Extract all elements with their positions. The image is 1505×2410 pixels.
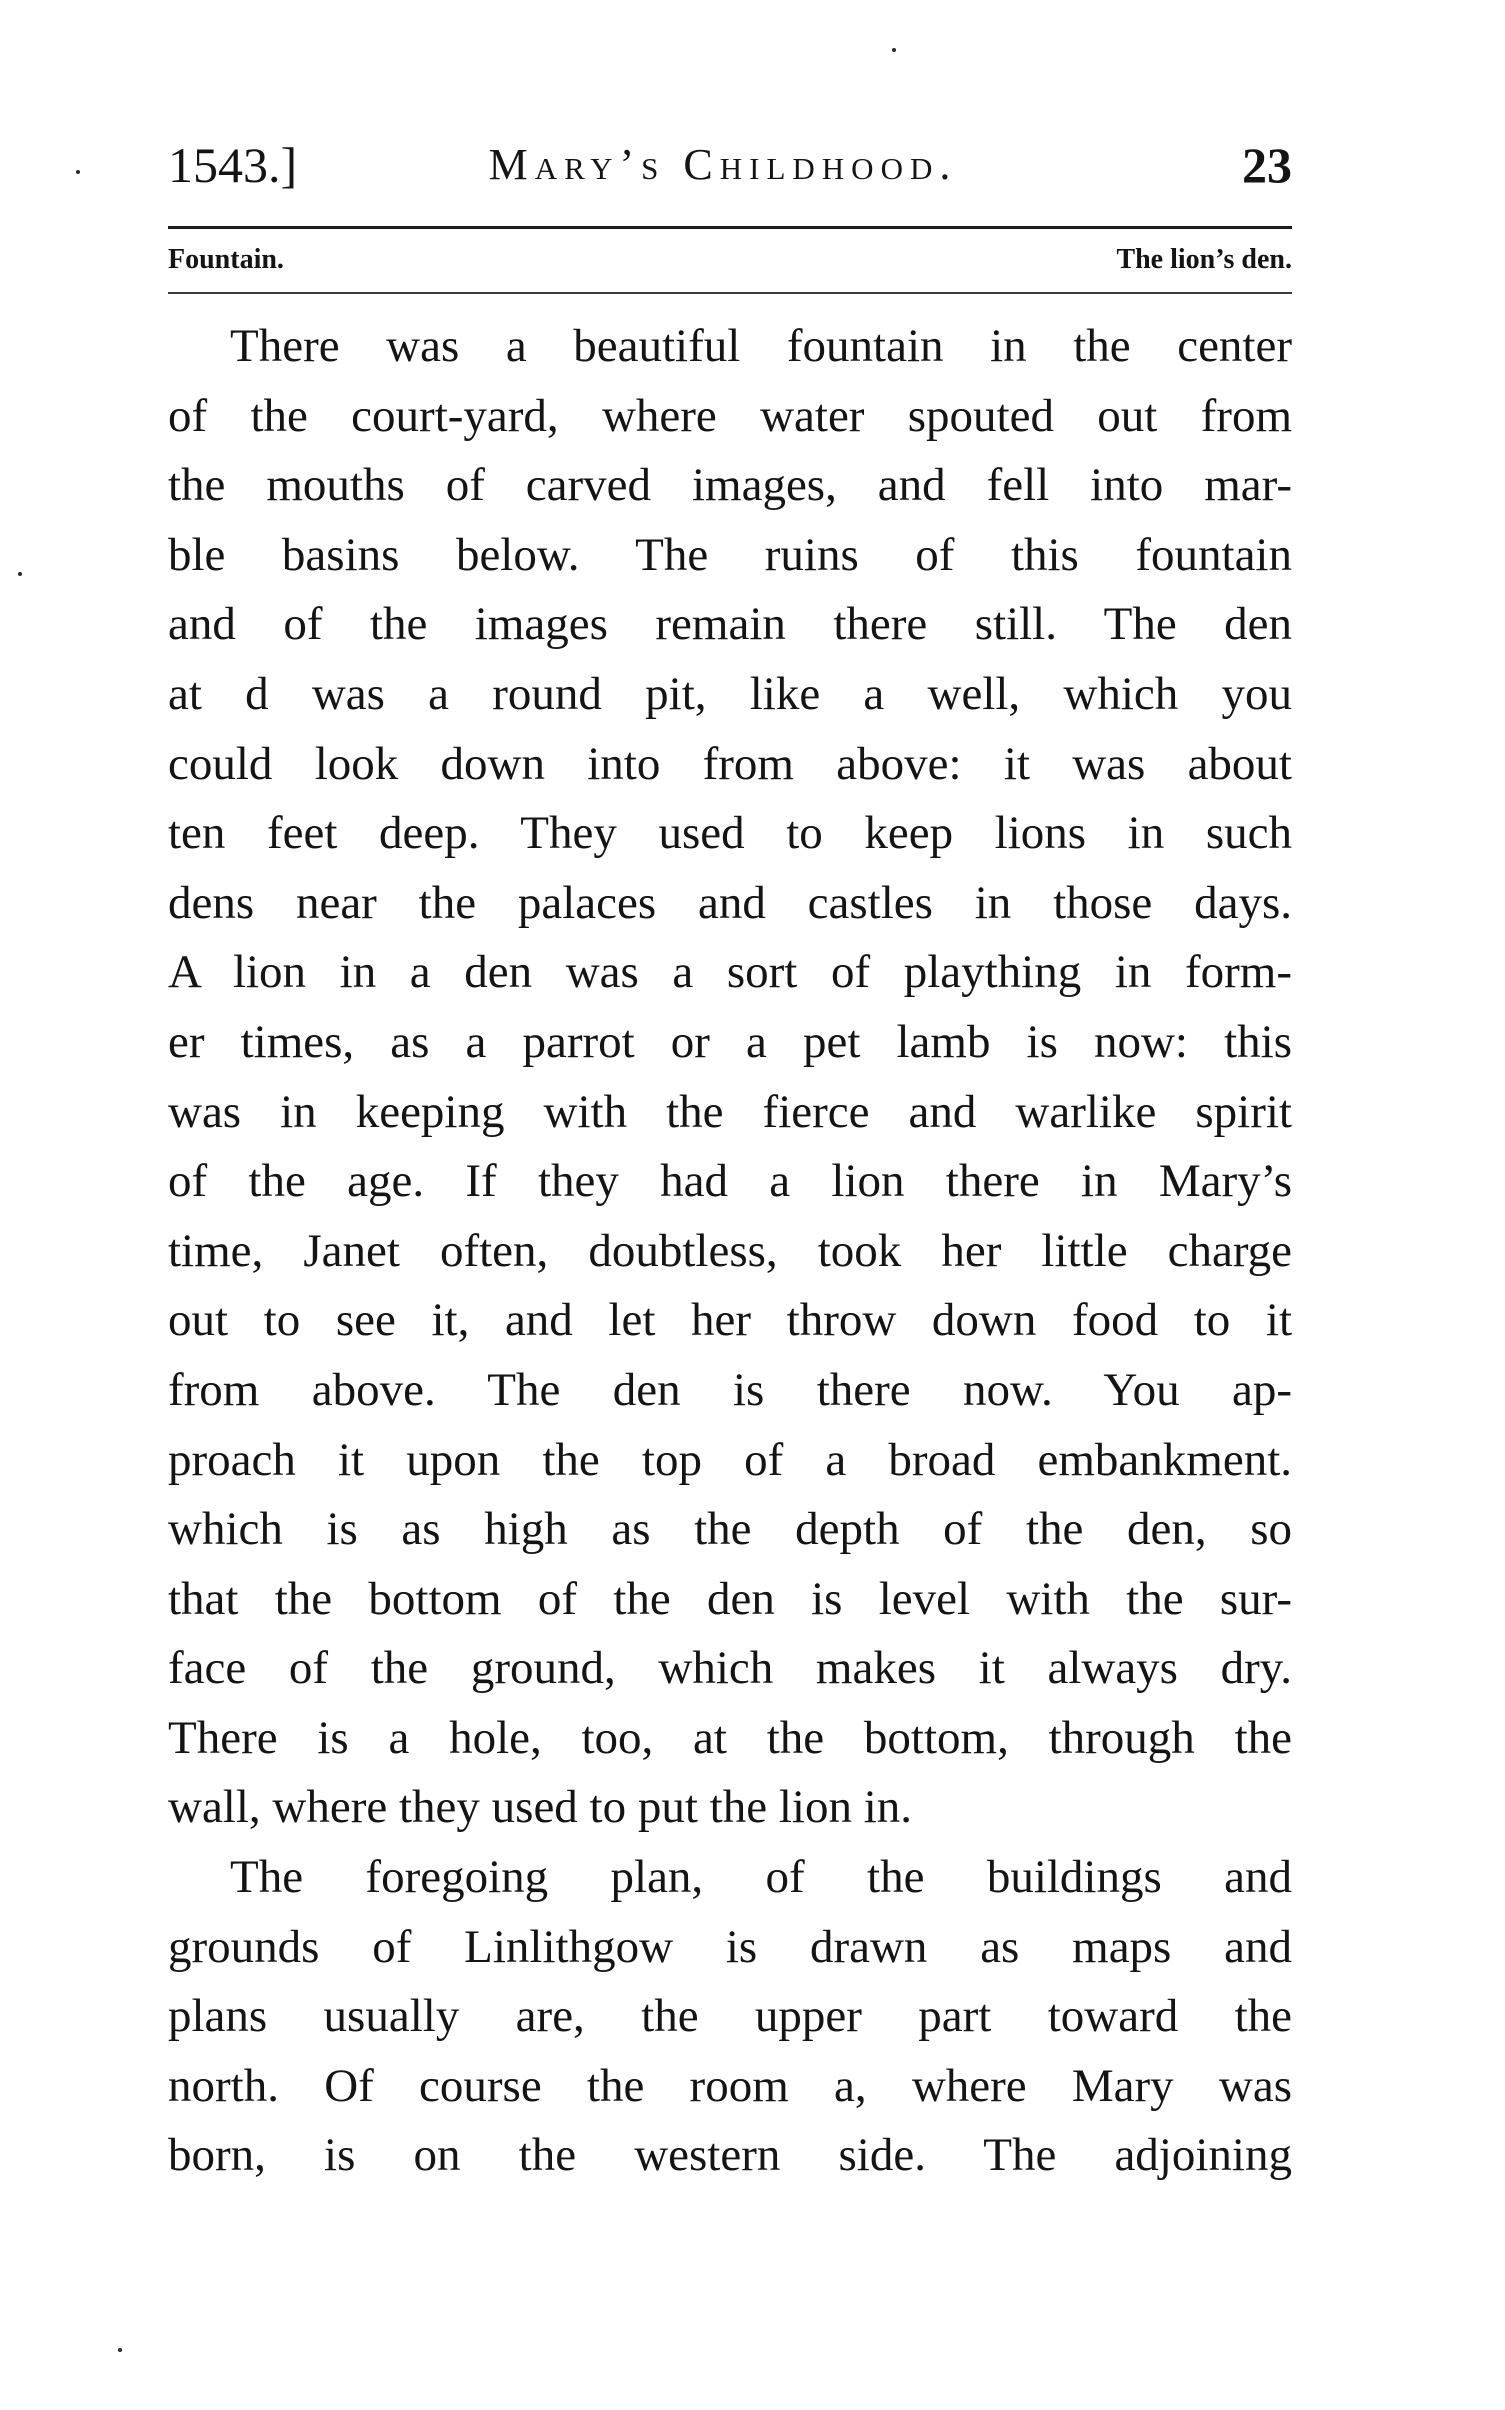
marginal-notes-rule <box>168 292 1292 294</box>
marginal-note-left: Fountain. <box>168 244 284 275</box>
marginal-notes <box>168 240 1292 280</box>
running-head-title: Mary’s Childhood. <box>488 140 958 189</box>
text-line: ble basins below. The ruins of this fountain <box>168 528 1292 581</box>
text-line: at d was a round pit, like a well, which you <box>168 667 1292 720</box>
text-line: could look down into from above: it was about <box>168 737 1292 790</box>
marginal-note-right: The lion’s den. <box>1116 244 1292 275</box>
text-line: There was a beautiful fountain in the center <box>230 320 1292 372</box>
text-line: There is a hole, too, at the bottom, through the <box>168 1711 1292 1764</box>
text-line: and of the images remain there still. The den <box>168 598 1292 651</box>
running-head-year: 1543.] <box>168 137 298 193</box>
text-line: A lion in a den was a sort of plaything in form- <box>168 946 1292 999</box>
text-line: north. Of course the room a, where Mary was <box>168 2059 1292 2112</box>
text-line: of the age. If they had a lion there in Mary’s <box>168 1155 1292 1208</box>
body-text <box>168 312 1292 2191</box>
scan-speck <box>892 48 896 52</box>
text-line: dens near the palaces and castles in those days. <box>168 876 1292 929</box>
scan-speck <box>18 572 22 576</box>
text-line: born, is on the western side. The adjoining <box>168 2129 1292 2182</box>
text-line: which is as high as the depth of the den, so <box>168 1503 1292 1556</box>
text-line: The foregoing plan, of the buildings and <box>230 1851 1292 1904</box>
text-line: er times, as a parrot or a pet lamb is now: this <box>168 1015 1292 1068</box>
paragraph-2 <box>168 1843 1292 2191</box>
text-line: face of the ground, which makes it always dry. <box>168 1642 1292 1695</box>
text-line: out to see it, and let her throw down food to it <box>168 1294 1292 1347</box>
scan-speck <box>76 170 80 174</box>
text-line: was in keeping with the fierce and warlike spirit <box>168 1085 1292 1138</box>
text-line: of the court-yard, where water spouted out from <box>168 389 1292 442</box>
page-number: 23 <box>1242 137 1292 193</box>
text-line: plans usually are, the upper part toward the <box>168 1990 1292 2043</box>
text-line: from above. The den is there now. You ap- <box>168 1363 1292 1416</box>
header-rule <box>168 226 1292 229</box>
paragraph-1 <box>168 312 1292 1843</box>
scan-speck <box>118 2348 122 2352</box>
text-line: grounds of Linlithgow is drawn as maps and <box>168 1920 1292 1973</box>
text-line: proach it upon the top of a broad embankment. <box>168 1433 1292 1486</box>
text-line: ten feet deep. They used to keep lions in such <box>168 807 1292 860</box>
text-line: time, Janet often, doubtless, took her little charge <box>168 1224 1292 1277</box>
running-head <box>168 130 1292 200</box>
text-line: that the bottom of the den is level with the sur- <box>168 1572 1292 1625</box>
text-line: the mouths of carved images, and fell into mar- <box>168 459 1292 512</box>
text-line: wall, where they used to put the lion in. <box>168 1781 913 1834</box>
